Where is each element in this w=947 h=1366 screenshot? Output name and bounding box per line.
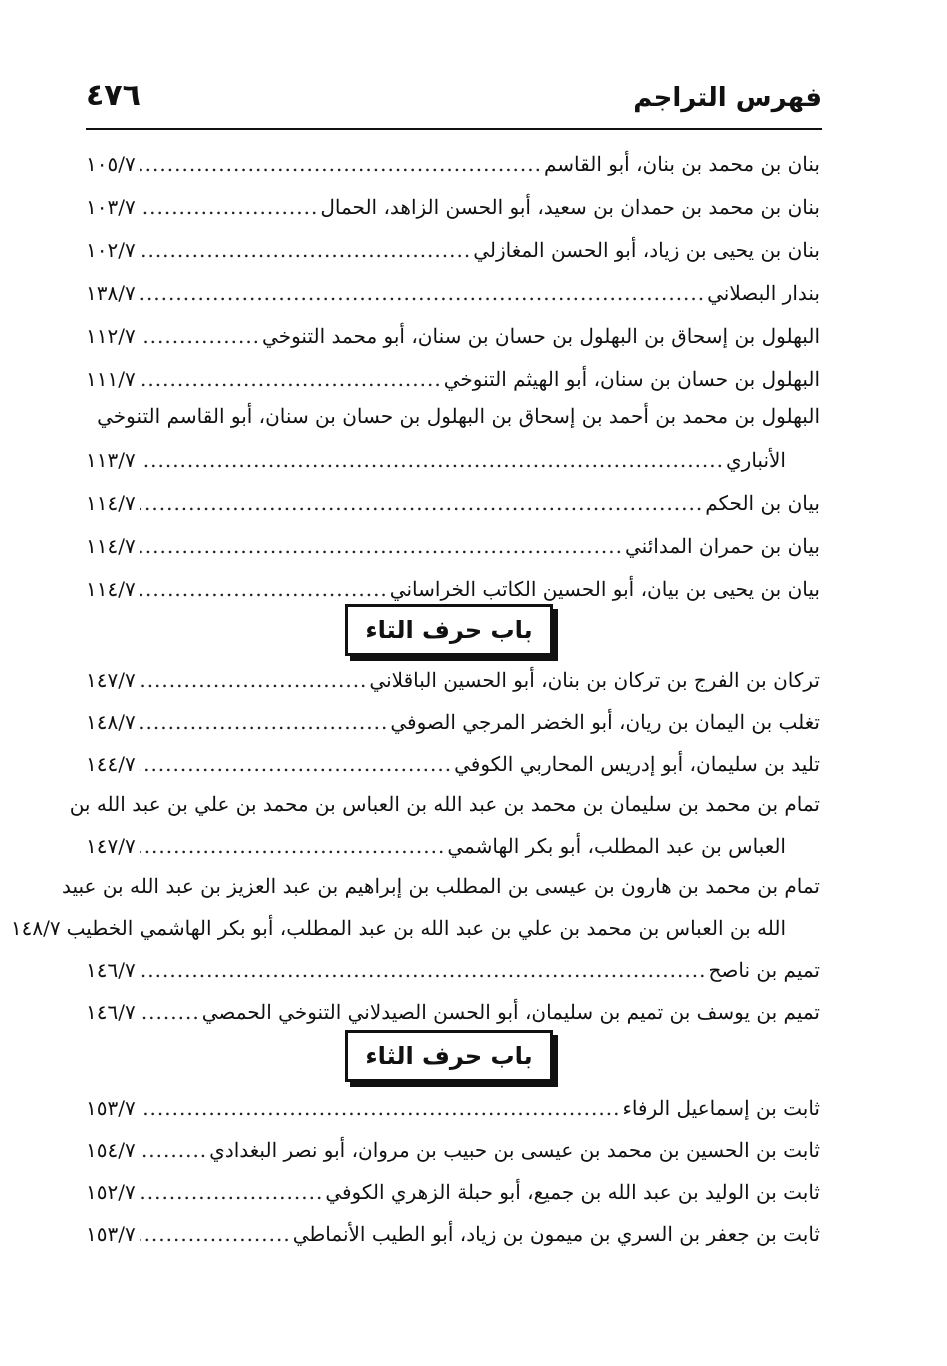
entry-reference: ١١٣/٧ bbox=[86, 448, 136, 472]
entry-name: ثابت بن إسماعيل الرفاء bbox=[622, 1096, 820, 1120]
index-entry bbox=[86, 526, 820, 566]
index-entry bbox=[86, 660, 820, 700]
entry-name: تليد بن سليمان، أبو إدريس المحاربي الكوفي bbox=[454, 752, 820, 776]
index-entry bbox=[86, 316, 820, 356]
entry-name: ثابت بن الوليد بن عبد الله بن جميع، أبو حبلة الزهري الكوفي bbox=[325, 1180, 820, 1204]
page-title: فهرس التراجم bbox=[633, 83, 822, 113]
index-entry bbox=[10, 908, 820, 948]
entry-reference: ١١٢/٧ bbox=[86, 324, 136, 348]
leader-dots bbox=[140, 273, 705, 313]
header-divider bbox=[86, 128, 822, 130]
index-entry bbox=[86, 569, 820, 609]
entry-name: الأنباري bbox=[726, 448, 786, 472]
index-entry bbox=[86, 187, 820, 227]
section-heading-ta: باب حرف التاء bbox=[345, 604, 553, 656]
entry-name: الله بن العباس بن محمد بن علي بن عبد الله بن عبد المطلب، أبو بكر الهاشمي الخطيب bbox=[66, 916, 786, 940]
leader-dots bbox=[140, 1130, 207, 1170]
index-entry bbox=[86, 483, 820, 523]
leader-dots bbox=[140, 992, 200, 1032]
index-entry bbox=[86, 1214, 820, 1254]
leader-dots bbox=[140, 1172, 324, 1212]
leader-dots bbox=[140, 660, 368, 700]
entry-reference: ١٤٨/٧ bbox=[10, 916, 61, 940]
section-heading-tha: باب حرف الثاء bbox=[345, 1030, 553, 1082]
entry-name: بيان بن حمران المدائني bbox=[625, 534, 820, 558]
index-entry bbox=[86, 273, 820, 313]
entry-reference: ١٣٨/٧ bbox=[86, 281, 136, 305]
leader-dots bbox=[140, 826, 446, 866]
entry-reference: ١١١/٧ bbox=[86, 367, 136, 391]
index-entry bbox=[86, 1130, 820, 1170]
leader-dots bbox=[140, 230, 471, 270]
entry-reference: ١٤٨/٧ bbox=[86, 710, 136, 734]
entry-reference: ١٤٤/٧ bbox=[86, 752, 136, 776]
entry-name: تميم بن ناصح bbox=[708, 958, 820, 982]
entry-name: تغلب بن اليمان بن ريان، أبو الخضر المرجي الصوفي bbox=[390, 710, 820, 734]
leader-dots bbox=[140, 440, 724, 480]
entry-reference: ١٠٥/٧ bbox=[86, 152, 136, 176]
entry-name: تركان بن الفرج بن تركان بن بنان، أبو الحسين الباقلاني bbox=[369, 668, 820, 692]
entry-name: بنان بن محمد بن بنان، أبو القاسم bbox=[543, 152, 820, 176]
entry-reference: ١٤٧/٧ bbox=[86, 834, 136, 858]
index-entry bbox=[86, 440, 820, 480]
index-entry bbox=[86, 744, 820, 784]
leader-dots bbox=[140, 1214, 291, 1254]
leader-dots bbox=[140, 569, 388, 609]
entry-name: بيان بن يحيى بن بيان، أبو الحسين الكاتب الخراساني bbox=[389, 577, 820, 601]
index-entry bbox=[86, 144, 820, 184]
leader-dots bbox=[140, 526, 623, 566]
entry-reference: ١١٤/٧ bbox=[86, 577, 136, 601]
leader-dots bbox=[140, 744, 452, 784]
entry-reference: ١٥٤/٧ bbox=[86, 1138, 136, 1162]
index-entry bbox=[86, 702, 820, 742]
entry-name: العباس بن عبد المطلب، أبو بكر الهاشمي bbox=[447, 834, 786, 858]
entry-reference: ١٤٦/٧ bbox=[86, 1000, 136, 1024]
entry-name: تميم بن يوسف بن تميم بن سليمان، أبو الحسن الصيدلاني التنوخي الحمصي bbox=[201, 1000, 820, 1024]
entry-name: بنان بن يحيى بن زياد، أبو الحسن المغازلي bbox=[473, 238, 820, 262]
page-header bbox=[86, 68, 822, 126]
entry-name: بنان بن محمد بن حمدان بن سعيد، أبو الحسن الزاهد، الحمال bbox=[320, 195, 820, 219]
leader-dots bbox=[140, 144, 542, 184]
index-entry bbox=[86, 230, 820, 270]
leader-dots bbox=[140, 702, 389, 742]
index-entry bbox=[86, 359, 820, 399]
index-entry bbox=[86, 1172, 820, 1212]
index-entry bbox=[86, 992, 820, 1032]
entry-reference: ١٠٣/٧ bbox=[86, 195, 136, 219]
entry-name: البهلول بن حسان بن سنان، أبو الهيثم التنوخي bbox=[443, 367, 820, 391]
entry-reference: ١٠٢/٧ bbox=[86, 238, 136, 262]
entry-name: ثابت بن الحسين بن محمد بن عيسى بن حبيب بن مروان، أبو نصر البغدادي bbox=[209, 1138, 820, 1162]
entry-first-line: تمام بن محمد بن سليمان بن محمد بن عبد الله بن العباس بن محمد بن علي بن عبد الله بن bbox=[69, 792, 820, 816]
entry-reference: ١٥٣/٧ bbox=[86, 1222, 136, 1246]
entry-reference: ١٥٣/٧ bbox=[86, 1096, 136, 1120]
leader-dots bbox=[140, 950, 707, 990]
entry-name: ثابت بن جعفر بن السري بن ميمون بن زياد، أبو الطيب الأنماطي bbox=[292, 1222, 820, 1246]
entry-reference: ١٥٢/٧ bbox=[86, 1180, 136, 1204]
index-entry bbox=[86, 950, 820, 990]
index-entry bbox=[86, 826, 820, 866]
leader-dots bbox=[140, 187, 319, 227]
page-number: ٤٧٦ bbox=[86, 78, 141, 113]
entry-first-line: البهلول بن محمد بن أحمد بن إسحاق بن البهلول بن حسان بن سنان، أبو القاسم التنوخي bbox=[97, 404, 820, 428]
leader-dots bbox=[140, 316, 260, 356]
entry-reference: ١١٤/٧ bbox=[86, 534, 136, 558]
entry-name: البهلول بن إسحاق بن البهلول بن حسان بن سنان، أبو محمد التنوخي bbox=[262, 324, 820, 348]
leader-dots bbox=[140, 483, 703, 523]
entry-first-line: تمام بن محمد بن هارون بن عيسى بن المطلب بن إبراهيم بن عبد العزيز بن عبد الله بن عبيد bbox=[61, 874, 820, 898]
entry-reference: ١١٤/٧ bbox=[86, 491, 136, 515]
entry-name: بندار البصلاني bbox=[707, 281, 820, 305]
entry-name: بيان بن الحكم bbox=[705, 491, 820, 515]
entry-reference: ١٤٦/٧ bbox=[86, 958, 136, 982]
entry-reference: ١٤٧/٧ bbox=[86, 668, 136, 692]
leader-dots bbox=[140, 359, 442, 399]
index-entry bbox=[86, 1088, 820, 1128]
leader-dots bbox=[140, 1088, 621, 1128]
